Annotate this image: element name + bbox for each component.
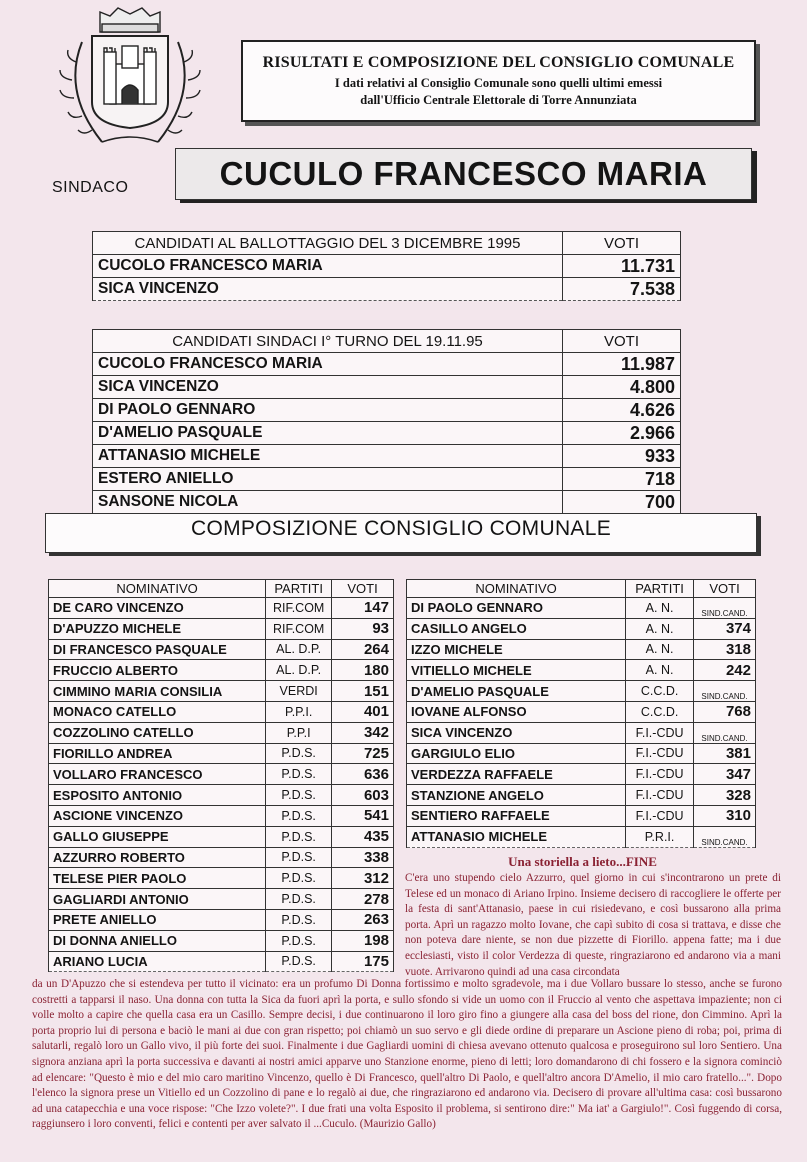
table-row [407,618,756,639]
votes-header: VOTI [563,330,681,353]
city-crest-icon [52,2,208,154]
table-row [407,743,756,764]
ballottaggio-table [92,231,681,301]
ballottaggio-header: CANDIDATI AL BALLOTTAGGIO DEL 3 DICEMBRE 1995 [93,232,563,255]
councillor-votes: 328 [694,785,756,806]
councillor-party: P.D.S. [266,847,332,868]
councillor-votes: 636 [332,764,394,785]
councillor-name: GARGIULO ELIO [407,743,626,764]
story-title: Una storiella a lieto...FINE [508,854,657,869]
councillor-party: A. N. [626,660,694,681]
councillor-name: STANZIONE ANGELO [407,785,626,806]
candidate-name: DI PAOLO GENNARO [93,399,563,422]
table-row [93,468,681,491]
councillor-votes: 725 [332,743,394,764]
councillor-votes: 603 [332,785,394,806]
councillor-party: P.P.I. [266,701,332,722]
councillor-party: P.P.I [266,722,332,743]
partiti-header: PARTITI [626,580,694,598]
councillor-votes: SIND.CAND. [694,826,756,847]
councillor-votes: 264 [332,639,394,660]
councillor-name: DI PAOLO GENNARO [407,598,626,619]
candidate-votes: 11.987 [563,353,681,376]
councillor-votes: 151 [332,681,394,702]
candidate-votes: 11.731 [563,255,681,278]
table-row [93,422,681,445]
councillor-party: P.D.S. [266,764,332,785]
header-title: RISULTATI E COMPOSIZIONE DEL CONSIGLIO COMUNALE [262,54,735,71]
councillor-votes: 312 [332,868,394,889]
table-row [49,681,394,702]
nominativo-header: NOMINATIVO [407,580,626,598]
councillor-votes: 768 [694,701,756,722]
voti-header: VOTI [332,580,394,598]
councillor-votes: 263 [332,909,394,930]
table-row [49,598,394,619]
councillor-votes: 401 [332,701,394,722]
table-row [49,930,394,951]
councillor-name: DE CARO VINCENZO [49,598,266,619]
candidate-votes: 700 [563,491,681,514]
table-row [407,660,756,681]
candidate-name: SANSONE NICOLA [93,491,563,514]
table-row [93,491,681,514]
partiti-header: PARTITI [266,580,332,598]
councillor-name: ASCIONE VINCENZO [49,805,266,826]
table-row [93,278,681,301]
table-row [407,639,756,660]
councillor-party: P.D.S. [266,743,332,764]
councillor-party: A. N. [626,598,694,619]
table-row [407,764,756,785]
councillor-name: PRETE ANIELLO [49,909,266,930]
councillor-name: IZZO MICHELE [407,639,626,660]
councillor-party: AL. D.P. [266,660,332,681]
councillor-name: ARIANO LUCIA [49,951,266,972]
councillor-votes: 318 [694,639,756,660]
councillor-party: P.D.S. [266,889,332,910]
primo-turno-table [92,329,681,514]
table-header-row [407,580,756,598]
councillor-party: C.C.D. [626,701,694,722]
councillor-party: A. N. [626,639,694,660]
table-row [407,598,756,619]
table-row [49,639,394,660]
table-header-row [93,232,681,255]
table-row [407,722,756,743]
councillor-name: VITIELLO MICHELE [407,660,626,681]
candidate-votes: 7.538 [563,278,681,301]
councillor-name: FRUCCIO ALBERTO [49,660,266,681]
table-row [49,805,394,826]
councillor-votes: 198 [332,930,394,951]
councillor-name: CASILLO ANGELO [407,618,626,639]
councillor-party: VERDI [266,681,332,702]
councillor-name: AZZURRO ROBERTO [49,847,266,868]
table-row [49,826,394,847]
story-text-full: da un D'Apuzzo che si estendeva per tutto il vicinato: era un profumo Di Donna fortissimo e molto sgradevole, ma i due Vollaro bussare lo stesso, anche se furono costretti a tapparsi il naso. Una donna con tutta la Sica da fuori aprì la porta, e sullo sfondo si vide un uomo con il Fruccio al vento che aspettava impaziente; non ci volle molto a capire che quella casa era un Casillo. Sempre decisi, i due continuarono il loro giro fino a giungere alla casa del boss del rione, don Cimmino. Aprì la porta proprio lui di persona e baciò le mani ai due con gran rispetto; poi chiamò un suo servo e gli diede ordine di preparare un Ascione pieno di roba; poi, prima di salutarli, regalò loro un Gallo vivo, il più forte dei suoi. Finalmente i due Gagliardi uomini di chiesa avevano ottenuto qualcosa e proseguirono sul loro Sentiero. Una signora anziana aprì la porta successiva e davanti ai nostri amici apparve uno Stanzione enorme, pieno di letti; loro domandarono di chi fossero e la signora cominciò ad elencare: "Questo è mio e del mio caro maritino Vincenzo, quello è Di Francesco, quell'altro Di Paolo, e quell'altro ancora D'Amelio, il mio caro fratello...". Dopo l'elenco la signora prese un Vitiello ed un Cozzolino di pane e lo regalò ai due, che ringraziarono ed andarono via. Decisero di provare all'ultima casa: così bussarono ad una catapecchia e una voce rispose: "Che Izzo volete?". I due frati una volta Esposito il problema, si sentirono dire:" Ma iat' a Gargiulo!". Così fuggendo di corsa, raggiunsero i loro conventi, felici e contenti per aver salvato il ...Cuculo. (Maurizio Gallo) [32,978,782,1131]
table-row [49,889,394,910]
councillor-name: D'APUZZO MICHELE [49,618,266,639]
councillor-name: COZZOLINO CATELLO [49,722,266,743]
table-header-row [49,580,394,598]
councillor-party: P.R.I. [626,826,694,847]
councillor-votes: 338 [332,847,394,868]
councillor-party: P.D.S. [266,785,332,806]
header-line-2: dall'Ufficio Centrale Elettorale di Torre Annunziata [360,93,637,107]
councillor-party: F.I.-CDU [626,764,694,785]
table-row [93,399,681,422]
story-text-right: C'era uno stupendo cielo Azzurro, quel giorno in cui s'incontrarono un prete di Telese ed un monaco di Ariano Irpino. Insieme decisero di raccogliere le offerte per la festa di sant'Attanasio, paese in cui risiedevano, e così bussarono alla prima porta. Aprì un ragazzo molto Iovane, che capì subito di cosa si trattava, e disse che non poteva dare niente, se non due pizzette di Fiorillo. appena fatte; ma i due ecclesiasti, visto il color Verdezza di queste, ringraziarono ed andarono via a mani vuote. Arrivarono quindi ad una casa circondata [405,872,781,978]
councillor-party: F.I.-CDU [626,785,694,806]
table-row [407,681,756,702]
candidate-name: CUCOLO FRANCESCO MARIA [93,255,563,278]
councillor-votes: 242 [694,660,756,681]
table-row [407,826,756,847]
council-table-left [48,579,394,972]
composizione-title: COMPOSIZIONE CONSIGLIO COMUNALE [45,513,757,553]
councillor-party: F.I.-CDU [626,805,694,826]
table-row [49,868,394,889]
councillor-name: ESPOSITO ANTONIO [49,785,266,806]
table-header-row [93,330,681,353]
candidate-votes: 718 [563,468,681,491]
councillor-party: P.D.S. [266,805,332,826]
councillor-votes: 342 [332,722,394,743]
councillor-name: CIMMINO MARIA CONSILIA [49,681,266,702]
councillor-party: P.D.S. [266,951,332,972]
councillor-party: RIF.COM [266,598,332,619]
councillor-name: GAGLIARDI ANTONIO [49,889,266,910]
councillor-party: A. N. [626,618,694,639]
primo-turno-header: CANDIDATI SINDACI I° TURNO DEL 19.11.95 [93,330,563,353]
councillor-votes: 435 [332,826,394,847]
sindaco-label: SINDACO [52,179,129,196]
councillor-party: P.D.S. [266,909,332,930]
councillor-votes: 278 [332,889,394,910]
table-row [49,847,394,868]
councillor-party: P.D.S. [266,826,332,847]
councillor-name: VOLLARO FRANCESCO [49,764,266,785]
councillor-votes: 347 [694,764,756,785]
councillor-votes: SIND.CAND. [694,722,756,743]
councillor-name: SENTIERO RAFFAELE [407,805,626,826]
councillor-votes: 93 [332,618,394,639]
table-row [49,743,394,764]
table-row [93,353,681,376]
table-row [407,701,756,722]
table-row [49,722,394,743]
councillor-party: C.C.D. [626,681,694,702]
table-row [93,445,681,468]
councillor-name: DI FRANCESCO PASQUALE [49,639,266,660]
councillor-name: IOVANE ALFONSO [407,701,626,722]
mayor-name: CUCULO FRANCESCO MARIA [175,148,752,200]
councillor-name: SICA VINCENZO [407,722,626,743]
table-row [407,805,756,826]
councillor-votes: 381 [694,743,756,764]
councillor-party: F.I.-CDU [626,743,694,764]
councillor-name: DI DONNA ANIELLO [49,930,266,951]
councillor-votes: 541 [332,805,394,826]
table-row [49,660,394,681]
candidate-name: ATTANASIO MICHELE [93,445,563,468]
table-row [93,376,681,399]
candidate-votes: 4.626 [563,399,681,422]
table-row [49,618,394,639]
councillor-votes: 180 [332,660,394,681]
table-row [407,785,756,806]
councillor-name: FIORILLO ANDREA [49,743,266,764]
candidate-name: ESTERO ANIELLO [93,468,563,491]
table-row [93,255,681,278]
table-row [49,764,394,785]
council-table-right [406,579,756,848]
voti-header: VOTI [694,580,756,598]
nominativo-header: NOMINATIVO [49,580,266,598]
votes-header: VOTI [563,232,681,255]
councillor-party: F.I.-CDU [626,722,694,743]
candidate-votes: 4.800 [563,376,681,399]
candidate-name: CUCOLO FRANCESCO MARIA [93,353,563,376]
candidate-name: SICA VINCENZO [93,376,563,399]
councillor-votes: 374 [694,618,756,639]
councillor-party: P.D.S. [266,930,332,951]
councillor-name: GALLO GIUSEPPE [49,826,266,847]
councillor-party: P.D.S. [266,868,332,889]
candidate-name: SICA VINCENZO [93,278,563,301]
councillor-votes: 175 [332,951,394,972]
candidate-votes: 933 [563,445,681,468]
councillor-party: RIF.COM [266,618,332,639]
table-row [49,785,394,806]
councillor-party: AL. D.P. [266,639,332,660]
councillor-name: VERDEZZA RAFFAELE [407,764,626,785]
councillor-votes: 147 [332,598,394,619]
candidate-name: D'AMELIO PASQUALE [93,422,563,445]
header-box [241,40,756,122]
councillor-votes: 310 [694,805,756,826]
councillor-votes: SIND.CAND. [694,681,756,702]
councillor-name: MONACO CATELLO [49,701,266,722]
table-row [49,909,394,930]
header-line-1: I dati relativi al Consiglio Comunale sono quelli ultimi emessi [334,76,663,90]
councillor-name: ATTANASIO MICHELE [407,826,626,847]
table-row [49,701,394,722]
councillor-name: TELESE PIER PAOLO [49,868,266,889]
candidate-votes: 2.966 [563,422,681,445]
councillor-votes: SIND.CAND. [694,598,756,619]
councillor-name: D'AMELIO PASQUALE [407,681,626,702]
table-row [49,951,394,972]
